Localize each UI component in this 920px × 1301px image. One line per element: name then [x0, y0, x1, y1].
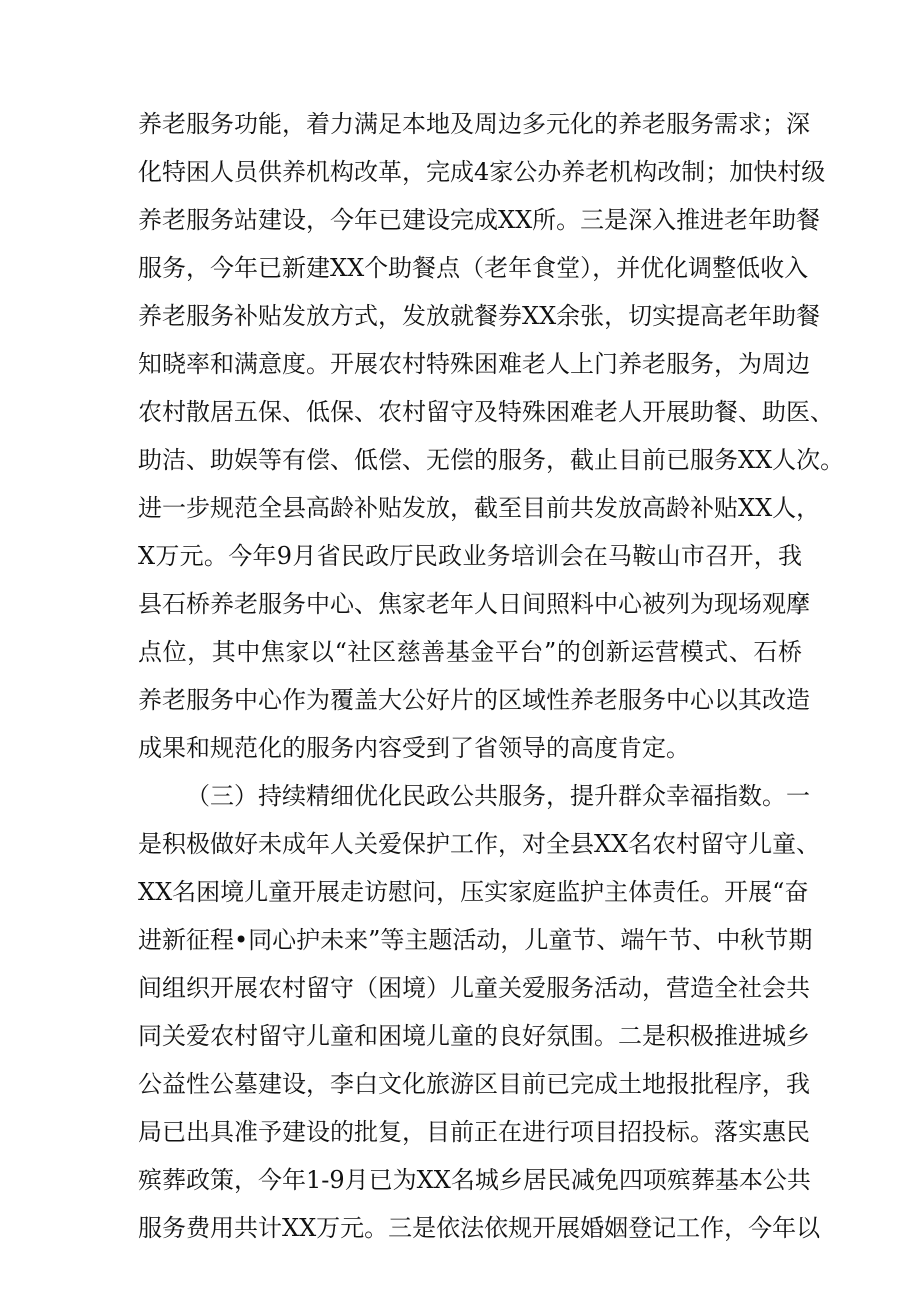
text-line: 养老服务站建设，今年已建设完成XX所。三是深入推进老年助餐: [138, 206, 821, 234]
text-line: 公益性公墓建设，李白文化旅游区目前已完成土地报批程序，我: [138, 1070, 810, 1098]
text-line: 殡葬政策，今年1-9月已为XX名城乡居民减免四项殡葬基本公共: [138, 1166, 811, 1194]
text-line: 局已出具准予建设的批复，目前正在进行项目招投标。落实惠民: [138, 1118, 810, 1146]
text-line: 养老服务功能，着力满足本地及周边多元化的养老服务需求；深: [138, 110, 810, 138]
text-line: 县石桥养老服务中心、焦家老年人日间照料中心被列为现场观摩: [138, 590, 810, 618]
text-line: 养老服务补贴发放方式，发放就餐券XX余张，切实提高老年助餐: [138, 302, 821, 330]
text-line: 服务，今年已新建XX个助餐点（老年食堂），并优化调整低收入: [138, 254, 809, 282]
text-line: 养老服务中心作为覆盖大公好片的区域性养老服务中心以其改造: [138, 686, 810, 714]
text-line: 农村散居五保、低保、农村留守及特殊困难老人开展助餐、助医、: [138, 398, 834, 426]
text-line: 服务费用共计XX万元。三是依法依规开展婚姻登记工作，今年以: [138, 1214, 821, 1242]
text-line: 成果和规范化的服务内容受到了省领导的高度肯定。: [138, 734, 690, 762]
text-line: 同关爱农村留守儿童和困境儿童的良好氛围。二是积极推进城乡: [138, 1022, 810, 1050]
text-line: 知晓率和满意度。开展农村特殊困难老人上门养老服务，为周边: [138, 350, 810, 378]
text-line: 化特困人员供养机构改革，完成4家公办养老机构改制；加快村级: [138, 158, 826, 186]
text-line: XX名困境儿童开展走访慰问，压实家庭监护主体责任。开展“奋: [138, 878, 809, 906]
text-line: X万元。今年9月省民政厅民政业务培训会在马鞍山市召开，我: [138, 542, 802, 570]
body-text: [138, 100, 845, 1252]
text-line: 助洁、助娱等有偿、低偿、无偿的服务，截止目前已服务XX人次。: [138, 446, 845, 474]
section-heading-line: （三）持续精细优化民政公共服务，提升群众幸福指数。一: [186, 782, 810, 810]
text-line: 进一步规范全县高龄补贴发放，截至目前共发放高龄补贴XX人，: [138, 494, 821, 522]
text-line: 点位，其中焦家以“社区慈善基金平台”的创新运营模式、石桥: [138, 638, 802, 666]
text-line: 进新征程•同心护未来”等主题活动，儿童节、端午节、中秋节期: [138, 926, 813, 954]
text-line: 间组织开展农村留守（困境）儿童关爱服务活动，营造全社会共: [138, 974, 810, 1002]
text-line: 是积极做好未成年人关爱保护工作，对全县XX名农村留守儿童、: [138, 830, 821, 858]
